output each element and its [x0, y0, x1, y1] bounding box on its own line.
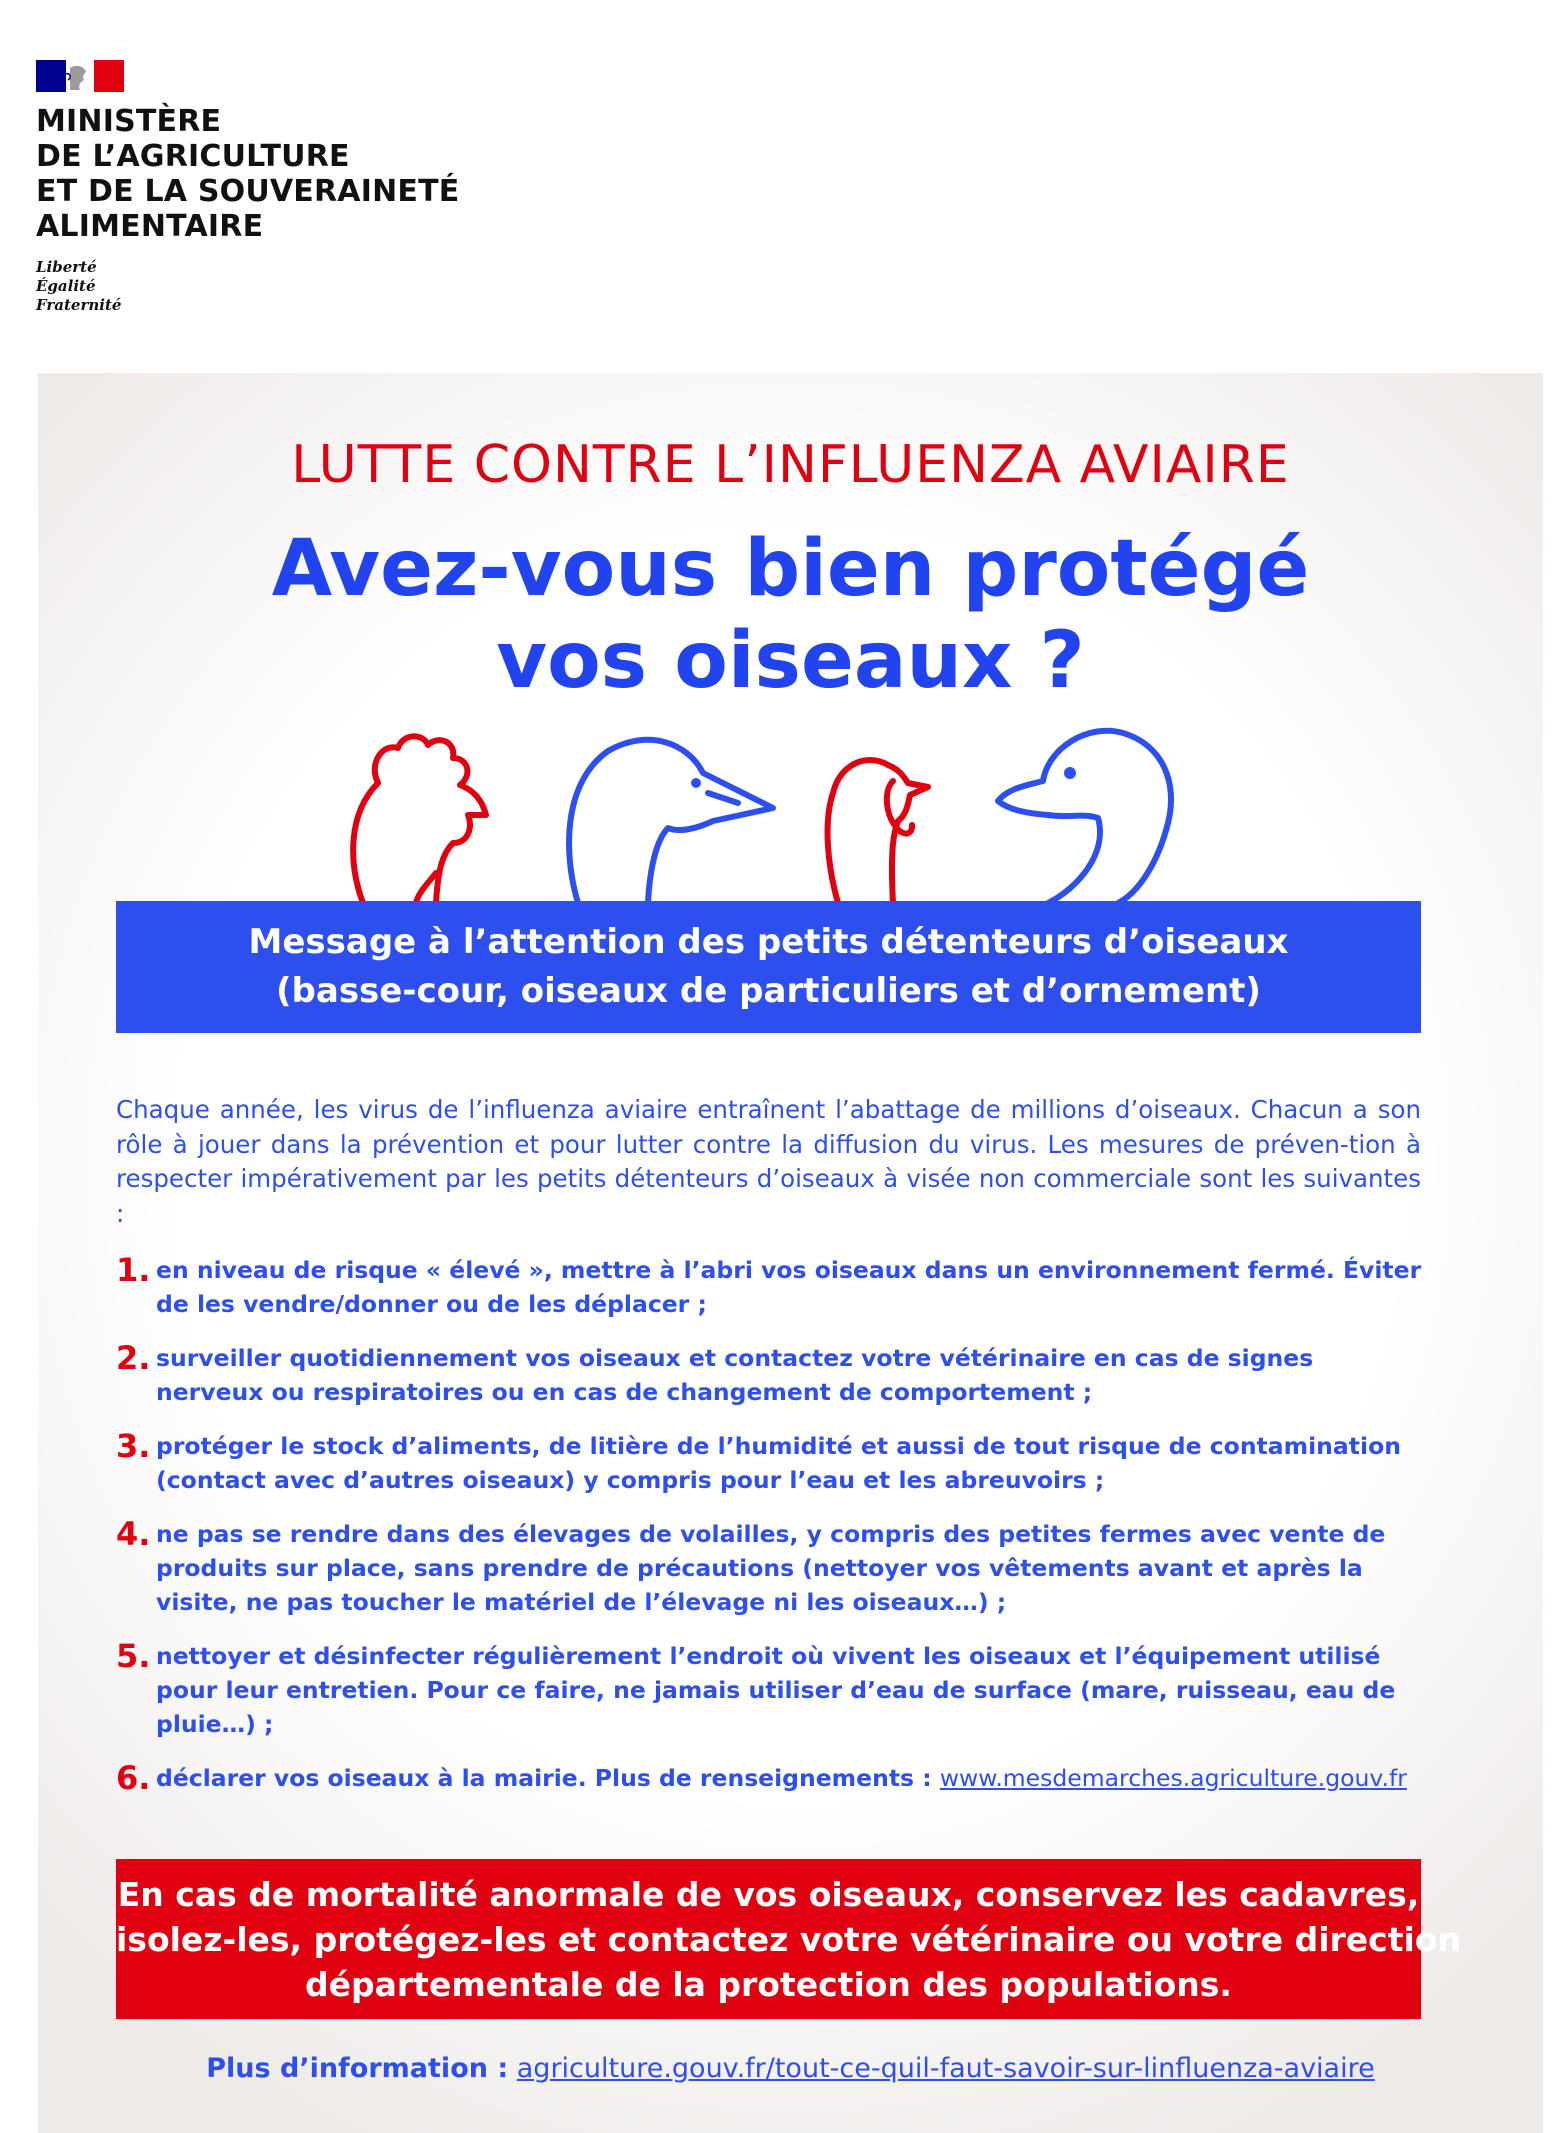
- measure-text: surveiller quotidiennement vos oiseaux et contactez votre vétérinaire en cas de signes nerveux ou respiratoires ou en cas de changement de comportement ;: [156, 1344, 1314, 1406]
- intro-paragraph: Chaque année, les virus de l’influenza aviaire entraînent l’abattage de millions d’oiseaux. Chacun a son rôle à jouer dans la prévention et pour lutter contre la diffusion du virus. Les mesures de préven-tion à respecter impérativement par les petits détenteurs d’oiseaux à visée non commerciale sont les suivantes :: [116, 1095, 1421, 1228]
- measure-number: 5.: [116, 1637, 151, 1675]
- poster-card: [38, 373, 1543, 2133]
- measure-text: protéger le stock d’aliments, de litière de l’humidité et aussi de tout risque de contamination (contact avec d’autres oiseaux) y compris pour l’eau et les abreuvoirs ;: [156, 1432, 1401, 1494]
- marianne-logo-icon: [36, 60, 124, 92]
- measure-item: [116, 1761, 1426, 1795]
- measure-item: [116, 1341, 1426, 1409]
- measure-number: 1.: [116, 1251, 151, 1289]
- measure-item: [116, 1639, 1426, 1741]
- measure-item: [116, 1517, 1426, 1619]
- birds-illustration: [308, 703, 1268, 933]
- mesdemarches-link[interactable]: www.mesdemarches.agriculture.gouv.fr: [939, 1764, 1407, 1792]
- turkey-icon: [828, 760, 928, 903]
- duck-icon: [998, 731, 1171, 903]
- republic-motto: Liberté Égalité Fraternité: [36, 258, 122, 314]
- measure-number: 2.: [116, 1339, 151, 1377]
- rooster-icon: [353, 736, 486, 903]
- audience-banner: Message à l’attention des petits détenteurs d’oiseaux (basse-cour, oiseaux de particuliers et d’ornement): [116, 901, 1421, 1033]
- measure-item: [116, 1429, 1426, 1497]
- poster-headline: Avez-vous bien protégé vos oiseaux ?: [271, 524, 1310, 706]
- more-info-link[interactable]: agriculture.gouv.fr/tout-ce-quil-faut-savoir-sur-linfluenza-aviaire: [516, 2053, 1375, 2084]
- measure-item: [116, 1253, 1426, 1321]
- ministry-logo-block: [36, 60, 536, 315]
- measure-number: 6.: [116, 1759, 151, 1797]
- measures-list: [116, 1253, 1426, 1815]
- measure-text: en niveau de risque « élevé », mettre à l’abri vos oiseaux dans un environnement fermé. Éviter de les vendre/donner ou de les déplacer ;: [156, 1256, 1422, 1318]
- mortality-alert-banner: En cas de mortalité anormale de vos oiseaux, conservez les cadavres, isolez-les, protégez-les et contactez votre vétérinaire ou votre direction départementale de la protection des populations.: [116, 1859, 1421, 2019]
- goose-icon: [569, 740, 773, 903]
- measure-text: nettoyer et désinfecter régulièrement l’endroit où vivent les oiseaux et l’équipement utilisé pour leur entretien. Pour ce faire, ne jamais utiliser d’eau de surface (mare, ruisseau, eau de pluie…) ;: [156, 1642, 1396, 1738]
- more-info: [38, 2053, 1543, 2084]
- measure-text-with-link: [156, 1761, 1426, 1795]
- more-info-label: Plus d’information :: [206, 2053, 509, 2084]
- measure-number: 3.: [116, 1427, 151, 1465]
- poster-kicker: LUTTE CONTRE L’INFLUENZA AVIAIRE: [291, 435, 1290, 495]
- ministry-name: MINISTÈRE DE L’AGRICULTURE ET DE LA SOUVERAINETÉ ALIMENTAIRE: [36, 104, 460, 244]
- measure-text: ne pas se rendre dans des élevages de volailles, y compris des petites fermes avec vente de produits sur place, sans prendre de précautions (nettoyer vos vêtements avant et après la visite, ne pas toucher le matériel de l’élevage ni les oiseaux…) ;: [156, 1520, 1386, 1616]
- measure-number: 4.: [116, 1515, 151, 1553]
- measure-text: déclarer vos oiseaux à la mairie. Plus de renseignements :: [156, 1764, 932, 1792]
